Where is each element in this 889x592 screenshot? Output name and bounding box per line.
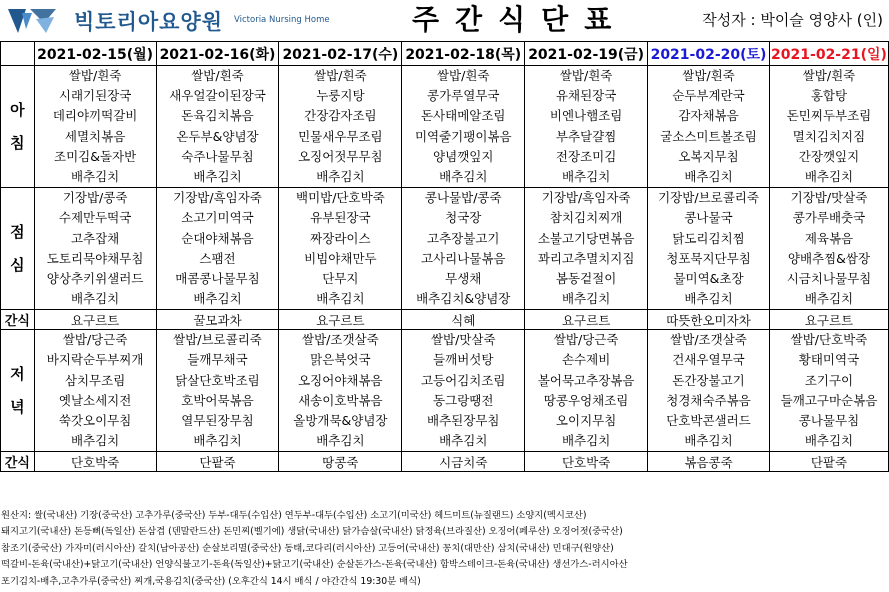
afternoon-snack-item: 따뜻한오미자차 bbox=[648, 310, 770, 330]
menu-item: 쑥갓오이무침 bbox=[58, 413, 132, 428]
menu-item: 쌀밥/흰죽 bbox=[314, 68, 367, 83]
afternoon-snack-item: 요구르트 bbox=[525, 310, 648, 330]
menu-item: 배추된장무침 bbox=[427, 413, 500, 428]
menu-item: 배추김치 bbox=[316, 291, 365, 307]
menu-item: 고등어김치조림 bbox=[420, 372, 506, 388]
menu-item: 배추김치 bbox=[684, 291, 733, 307]
menu-item: 돈간장불고기 bbox=[672, 372, 745, 388]
menu-item: 배추김치 bbox=[439, 168, 488, 184]
menu-item: 배추김치&양념장 bbox=[416, 291, 511, 307]
menu-item: 닭도리김치찜 bbox=[672, 230, 745, 246]
menu-item: 도토리묵야채무침 bbox=[46, 250, 144, 266]
night-snack-item: 시금치죽 bbox=[402, 452, 525, 472]
menu-item: 청경채숙주볶음 bbox=[666, 392, 751, 408]
menu-item: 호박어묵볶음 bbox=[181, 392, 254, 408]
lunch-cell bbox=[156, 188, 279, 310]
breakfast-cell bbox=[156, 66, 279, 188]
menu-item: 배추김치 bbox=[804, 433, 854, 449]
menu-item: 숙주나물무침 bbox=[181, 148, 254, 164]
origin-note-line: 돼지고기(국내산) 돈등뼈(독일산) 돈삼겹 (덴말란드산) 돈민찌(벨기에) 생닭(국내산) 닭가슴살(국내산) 닭정육(브라질산) 오징어(페루산) 오징어젓(중국산) bbox=[1, 526, 623, 538]
menu-item: 들깨버섯탕 bbox=[433, 352, 494, 368]
menu-item: 기장밥/맛살죽 bbox=[790, 190, 868, 206]
night-snack-item: 단호박죽 bbox=[34, 452, 156, 472]
menu-item: 누룽지탕 bbox=[316, 88, 365, 104]
weekly-menu-table bbox=[0, 41, 889, 472]
night-snack-item: 단팥죽 bbox=[156, 452, 279, 472]
date-header: 2021-02-19(금) bbox=[525, 42, 648, 66]
menu-item: 봄동겉절이 bbox=[555, 270, 617, 286]
lunch-label-char: 점 bbox=[10, 222, 25, 241]
menu-item: 돈사태메알조림 bbox=[420, 108, 506, 124]
menu-item: 배추김치 bbox=[561, 168, 611, 184]
afternoon-snack-item: 요구르트 bbox=[279, 310, 402, 330]
menu-item: 쌀밥/흰죽 bbox=[682, 68, 735, 83]
menu-item: 민물새우무조림 bbox=[298, 128, 383, 144]
menu-item: 삼치무조림 bbox=[64, 372, 126, 388]
menu-item: 배추김치 bbox=[439, 433, 488, 449]
afternoon-snack-item: 요구르트 bbox=[769, 310, 888, 330]
menu-item: 고추장불고기 bbox=[427, 230, 500, 246]
menu-item: 배추김치 bbox=[561, 291, 611, 307]
menu-item: 콩가루배춧국 bbox=[792, 210, 866, 226]
afternoon-snack-item: 요구르트 bbox=[34, 310, 156, 330]
menu-item: 양념깻잎지 bbox=[433, 148, 494, 164]
lunch-label bbox=[1, 188, 35, 310]
menu-item: 순두부계란국 bbox=[672, 88, 745, 104]
menu-item: 콩나물무침 bbox=[798, 413, 860, 428]
dinner-cell bbox=[279, 330, 402, 452]
menu-item: 짜장라이스 bbox=[310, 230, 371, 246]
lunch-row bbox=[1, 188, 889, 310]
menu-item: 쌀밥/당근죽 bbox=[62, 332, 128, 348]
menu-item: 유채된장국 bbox=[555, 88, 617, 104]
breakfast-cell bbox=[402, 66, 525, 188]
afternoon-snack-item: 식혜 bbox=[402, 310, 525, 330]
menu-item: 홍합탕 bbox=[810, 88, 848, 104]
menu-item: 볼어묵고추장볶음 bbox=[537, 372, 635, 388]
dinner-cell bbox=[34, 330, 156, 452]
menu-item: 들깨고구마순볶음 bbox=[780, 392, 878, 408]
menu-item: 조기구이 bbox=[804, 372, 854, 388]
night-snack-item: 볶음콩죽 bbox=[648, 452, 770, 472]
menu-item: 조미김&돌자반 bbox=[54, 148, 137, 164]
dinner-label-char: 녁 bbox=[10, 397, 25, 416]
lunch-cell bbox=[279, 188, 402, 310]
menu-item: 쌀밥/조갯살죽 bbox=[302, 332, 379, 348]
menu-item: 고사리나물볶음 bbox=[420, 250, 506, 266]
logo bbox=[2, 2, 362, 38]
menu-item: 쌀밥/브로콜리죽 bbox=[173, 332, 262, 348]
breakfast-cell bbox=[34, 66, 156, 188]
menu-item: 유부된장국 bbox=[310, 210, 371, 226]
menu-item: 배추김치 bbox=[193, 433, 242, 449]
menu-item: 꽈리고추멸치지짐 bbox=[537, 250, 635, 266]
menu-item: 오징어야채볶음 bbox=[298, 372, 383, 388]
origin-note-line: 참조기(중국산) 가자미(러시아산) 갈치(남아공산) 순살보리멸(중국산) 동태,코다리(러시아산) 고등어(국내산) 꽁치(대만산) 삼치(국내산) 민대구(원양산) bbox=[1, 542, 614, 554]
header bbox=[0, 0, 889, 41]
lunch-cell bbox=[769, 188, 888, 310]
logo-mark-icon bbox=[6, 5, 58, 35]
menu-item: 배추김치 bbox=[70, 433, 120, 449]
lunch-cell bbox=[34, 188, 156, 310]
menu-item: 수제만두떡국 bbox=[58, 210, 132, 226]
breakfast-cell bbox=[648, 66, 770, 188]
menu-item: 시래기된장국 bbox=[58, 88, 132, 104]
menu-item: 굴소스미트볼조림 bbox=[660, 128, 757, 144]
night-snack-label: 간식 bbox=[1, 452, 35, 472]
menu-item: 배추김치 bbox=[70, 168, 120, 184]
menu-item: 비빔야채만두 bbox=[304, 250, 377, 266]
breakfast-label-char: 아 bbox=[10, 100, 25, 119]
origin-notes bbox=[1, 508, 889, 590]
date-header: 2021-02-20(토) bbox=[648, 42, 770, 66]
menu-item: 감자채볶음 bbox=[678, 108, 739, 124]
menu-item: 새송이호박볶음 bbox=[298, 392, 383, 408]
menu-item: 소고기미역국 bbox=[181, 210, 254, 226]
menu-item: 오이지무침 bbox=[555, 413, 617, 428]
dinner-cell bbox=[156, 330, 279, 452]
menu-item: 온두부&양념장 bbox=[176, 128, 259, 144]
menu-item: 쌀밥/맛살죽 bbox=[430, 332, 496, 348]
origin-note-line: 떡갈비-돈육(국내산)+닭고기(국내산) 언양식불고기-돈육(독일산)+닭고기(국내산) 순살돈가스-돈육(국내산) 함박스테이크-돈육(국내산) 생선가스-러시아산 bbox=[1, 559, 628, 571]
menu-item: 열무된장무침 bbox=[181, 413, 254, 428]
menu-item: 바지락순두부찌개 bbox=[46, 352, 144, 368]
dinner-cell bbox=[648, 330, 770, 452]
menu-item: 미역줄기팽이볶음 bbox=[414, 128, 512, 144]
menu-item: 시금치나물무침 bbox=[786, 270, 872, 286]
dinner-label bbox=[1, 330, 35, 452]
night-snack-item: 단팥죽 bbox=[769, 452, 888, 472]
date-header: 2021-02-16(화) bbox=[156, 42, 279, 66]
menu-item: 들깨무채국 bbox=[187, 352, 248, 368]
breakfast-label-char: 침 bbox=[10, 133, 25, 152]
menu-item: 쌀밥/흰죽 bbox=[559, 68, 613, 83]
menu-item: 단무지 bbox=[322, 270, 359, 286]
menu-item: 배추김치 bbox=[561, 433, 611, 449]
menu-item: 제육볶음 bbox=[804, 230, 854, 246]
menu-item: 콩나물밥/콩죽 bbox=[424, 190, 502, 206]
menu-item: 부추달걀찜 bbox=[555, 128, 617, 144]
menu-item: 청국장 bbox=[445, 210, 482, 226]
menu-item: 양상추키위샐러드 bbox=[46, 270, 144, 286]
dinner-row bbox=[1, 330, 889, 452]
origin-note-line: 포기김치-배추,고추가루(중국산) 찌개,국용김치(중국산) (오후간식 14시 배식 / 야간간식 19:30분 배식) bbox=[1, 575, 421, 587]
breakfast-label bbox=[1, 66, 35, 188]
logo-english-name: Victoria Nursing Home bbox=[234, 15, 330, 25]
night-snack-row bbox=[1, 452, 889, 472]
menu-item: 간장깻잎지 bbox=[798, 148, 860, 164]
date-header: 2021-02-21(일) bbox=[769, 42, 888, 66]
breakfast-cell bbox=[525, 66, 648, 188]
lunch-cell bbox=[525, 188, 648, 310]
menu-item: 쌀밥/단호박죽 bbox=[790, 332, 868, 348]
corner-cell bbox=[1, 42, 35, 66]
menu-item: 콩나물국 bbox=[684, 210, 733, 226]
breakfast-cell bbox=[769, 66, 888, 188]
afternoon-snack-item: 꿀모과차 bbox=[156, 310, 279, 330]
dinner-label-char: 저 bbox=[10, 364, 25, 383]
menu-item: 오복지무침 bbox=[678, 148, 739, 164]
date-header-row bbox=[1, 42, 889, 66]
menu-item: 새우얼갈이된장국 bbox=[169, 88, 266, 104]
menu-item: 양배추찜&쌈장 bbox=[787, 250, 871, 266]
lunch-label-char: 심 bbox=[10, 255, 25, 274]
menu-item: 오징어젓무무침 bbox=[298, 148, 383, 164]
menu-item: 옛날소세지전 bbox=[58, 392, 132, 408]
menu-item: 순대야채볶음 bbox=[181, 230, 254, 246]
menu-item: 단호박콘샐러드 bbox=[666, 413, 751, 428]
menu-item: 간장감자조림 bbox=[304, 108, 377, 124]
menu-item: 배추김치 bbox=[316, 433, 365, 449]
menu-item: 백미밥/단호박죽 bbox=[296, 190, 385, 206]
breakfast-cell bbox=[279, 66, 402, 188]
menu-item: 맑은북엇국 bbox=[310, 352, 371, 368]
author-line: 작성자 : 박이슬 영양사 (인) bbox=[702, 11, 883, 29]
menu-item: 올방개묵&양념장 bbox=[293, 413, 388, 428]
menu-item: 배추김치 bbox=[684, 168, 733, 184]
night-snack-item: 땅콩죽 bbox=[279, 452, 402, 472]
menu-item: 돈육김치볶음 bbox=[181, 108, 254, 124]
menu-item: 쌀밥/흰죽 bbox=[436, 68, 490, 83]
menu-item: 소불고기당면볶음 bbox=[537, 230, 635, 246]
menu-item: 청포묵지단무침 bbox=[666, 250, 751, 266]
menu-item: 건새우열무국 bbox=[672, 352, 745, 368]
origin-note-line: 원산지: 쌀(국내산) 기장(중국산) 고추가루(중국산) 두부-대두(수입산) 연두부-대두(수입산) 소고기(미국산) 헤드미트(뉴질랜드) 소양지(멕시코산) bbox=[1, 510, 587, 521]
logo-name: 빅토리아요양원 bbox=[74, 10, 224, 34]
menu-item: 닭살단호박조림 bbox=[175, 372, 260, 388]
afternoon-snack-row bbox=[1, 310, 889, 330]
dinner-cell bbox=[769, 330, 888, 452]
menu-item: 배추김치 bbox=[684, 433, 733, 449]
menu-item: 배추김치 bbox=[193, 168, 242, 184]
page-title: 주간식단표 bbox=[412, 3, 628, 36]
dinner-cell bbox=[525, 330, 648, 452]
menu-item: 무생채 bbox=[445, 270, 482, 286]
menu-item: 기장밥/흑임자죽 bbox=[173, 190, 262, 206]
menu-item: 세멸치볶음 bbox=[64, 128, 126, 144]
menu-item: 땅콩우엉채조림 bbox=[543, 392, 629, 408]
date-header: 2021-02-18(목) bbox=[402, 42, 525, 66]
menu-item: 배추김치 bbox=[804, 168, 854, 184]
menu-item: 쌀밥/당근죽 bbox=[553, 332, 619, 348]
menu-item: 멸치김치지짐 bbox=[792, 128, 866, 144]
menu-item: 배추김치 bbox=[804, 291, 854, 307]
menu-item: 스팸전 bbox=[199, 250, 236, 266]
menu-item: 배추김치 bbox=[193, 291, 242, 307]
menu-item: 참치김치찌개 bbox=[549, 210, 623, 226]
menu-item: 비엔나햄조림 bbox=[549, 108, 623, 124]
menu-item: 기장밥/흑임자죽 bbox=[541, 190, 631, 206]
menu-item: 황태미역국 bbox=[798, 352, 860, 368]
menu-item: 배추김치 bbox=[70, 291, 120, 307]
menu-item: 동그랑땡전 bbox=[433, 392, 494, 408]
menu-item: 기장밥/브로콜리죽 bbox=[658, 190, 759, 206]
menu-item: 돈민찌두부조림 bbox=[786, 108, 872, 124]
menu-item: 쌀밥/조갯살죽 bbox=[670, 332, 747, 348]
menu-item: 전장조미김 bbox=[555, 148, 617, 164]
afternoon-snack-label: 간식 bbox=[1, 310, 35, 330]
breakfast-row bbox=[1, 66, 889, 188]
menu-item: 고추잡채 bbox=[70, 230, 120, 246]
night-snack-item: 단호박죽 bbox=[525, 452, 648, 472]
menu-item: 쌀밥/흰죽 bbox=[191, 68, 244, 83]
dinner-cell bbox=[402, 330, 525, 452]
menu-item: 콩가루열무국 bbox=[427, 88, 500, 104]
menu-item: 쌀밥/흰죽 bbox=[802, 68, 856, 83]
menu-item: 매콤콩나물무침 bbox=[175, 270, 260, 286]
lunch-cell bbox=[402, 188, 525, 310]
menu-item: 배추김치 bbox=[316, 168, 365, 184]
date-header: 2021-02-17(수) bbox=[279, 42, 402, 66]
menu-item: 쌀밥/흰죽 bbox=[68, 68, 122, 83]
date-header: 2021-02-15(월) bbox=[34, 42, 156, 66]
menu-item: 데리야끼떡갈비 bbox=[52, 108, 138, 124]
menu-item: 물미역&초장 bbox=[673, 270, 744, 286]
lunch-cell bbox=[648, 188, 770, 310]
menu-item: 손수제비 bbox=[561, 352, 611, 368]
menu-item: 기장밥/콩죽 bbox=[62, 190, 128, 206]
